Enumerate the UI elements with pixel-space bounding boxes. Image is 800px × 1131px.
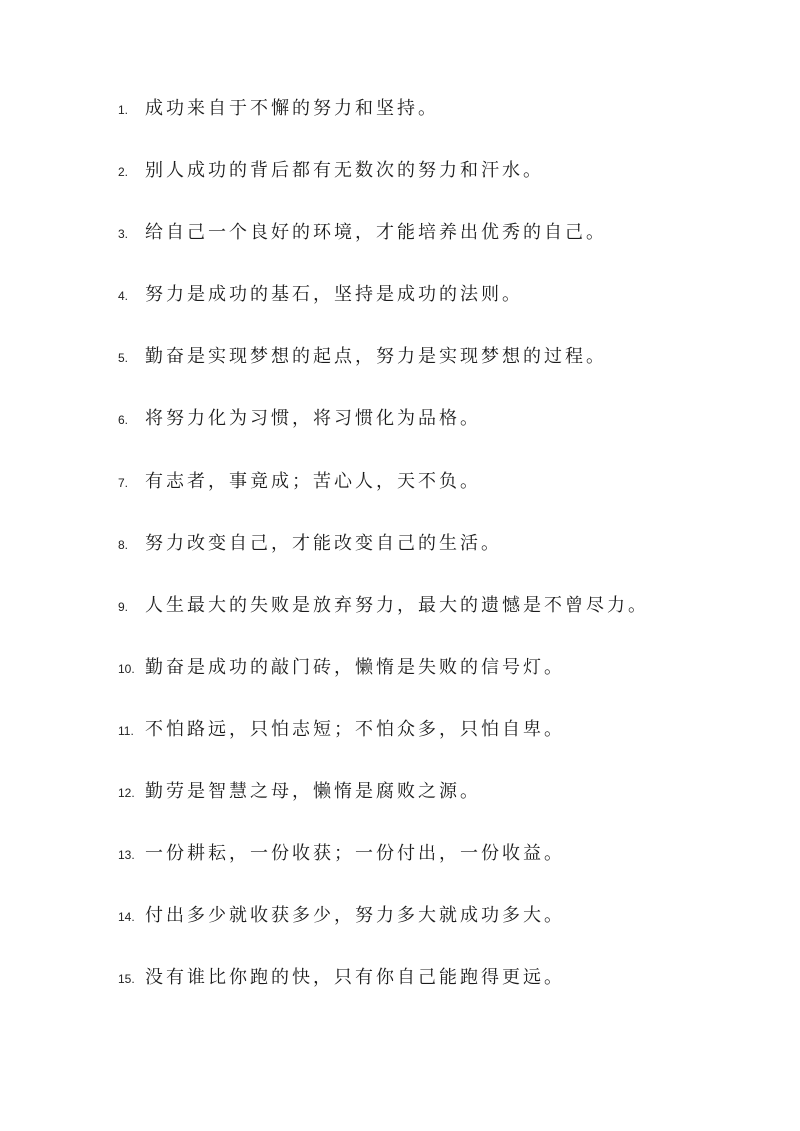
list-item [118,276,758,338]
list-item [118,400,758,462]
item-text: 人生最大的失败是放弃努力，最大的遗憾是不曾尽力。 [145,594,649,616]
list-item [118,587,758,649]
list-item [118,338,758,400]
item-number: 7. [118,475,129,490]
item-text: 给自己一个良好的环境，才能培养出优秀的自己。 [145,222,607,244]
list-item [118,773,758,835]
item-number: 8. [118,537,129,552]
item-number: 10. [118,661,135,676]
item-text: 别人成功的背后都有无数次的努力和汗水。 [145,160,544,182]
item-number: 4. [118,289,129,304]
list-item [118,897,758,959]
list-item [118,214,758,276]
item-number: 13. [118,848,135,863]
item-number: 11. [118,723,134,738]
item-number: 14. [118,910,135,925]
quote-list [118,90,758,1021]
item-number: 15. [118,972,135,987]
item-text: 一份耕耘，一份收获；一份付出，一份收益。 [145,843,565,865]
item-number: 9. [118,599,129,614]
list-item [118,959,758,1021]
item-number: 1. [118,103,129,117]
item-text: 不怕路远，只怕志短；不怕众多，只怕自卑。 [145,718,565,740]
list-item [118,711,758,773]
item-number: 2. [118,165,129,180]
list-item [118,463,758,525]
item-text: 勤奋是实现梦想的起点，努力是实现梦想的过程。 [145,346,607,368]
item-text: 将努力化为习惯，将习惯化为品格。 [145,408,481,430]
item-text: 勤劳是智慧之母，懒惰是腐败之源。 [145,781,481,803]
item-number: 5. [118,351,129,366]
item-text: 成功来自于不懈的努力和坚持。 [145,98,439,119]
item-text: 没有谁比你跑的快，只有你自己能跑得更远。 [145,967,565,989]
item-text: 勤奋是成功的敲门砖，懒惰是失败的信号灯。 [145,656,565,678]
item-text: 努力改变自己，才能改变自己的生活。 [145,532,502,554]
list-item [118,835,758,897]
item-text: 有志者，事竟成；苦心人，天不负。 [145,470,481,492]
item-number: 3. [118,227,129,242]
item-number: 6. [118,413,129,428]
item-text: 付出多少就收获多少，努力多大就成功多大。 [145,905,565,927]
item-number: 12. [118,786,135,801]
list-item [118,90,758,152]
list-item [118,649,758,711]
list-item [118,152,758,214]
list-item [118,525,758,587]
item-text: 努力是成功的基石，坚持是成功的法则。 [145,284,523,306]
